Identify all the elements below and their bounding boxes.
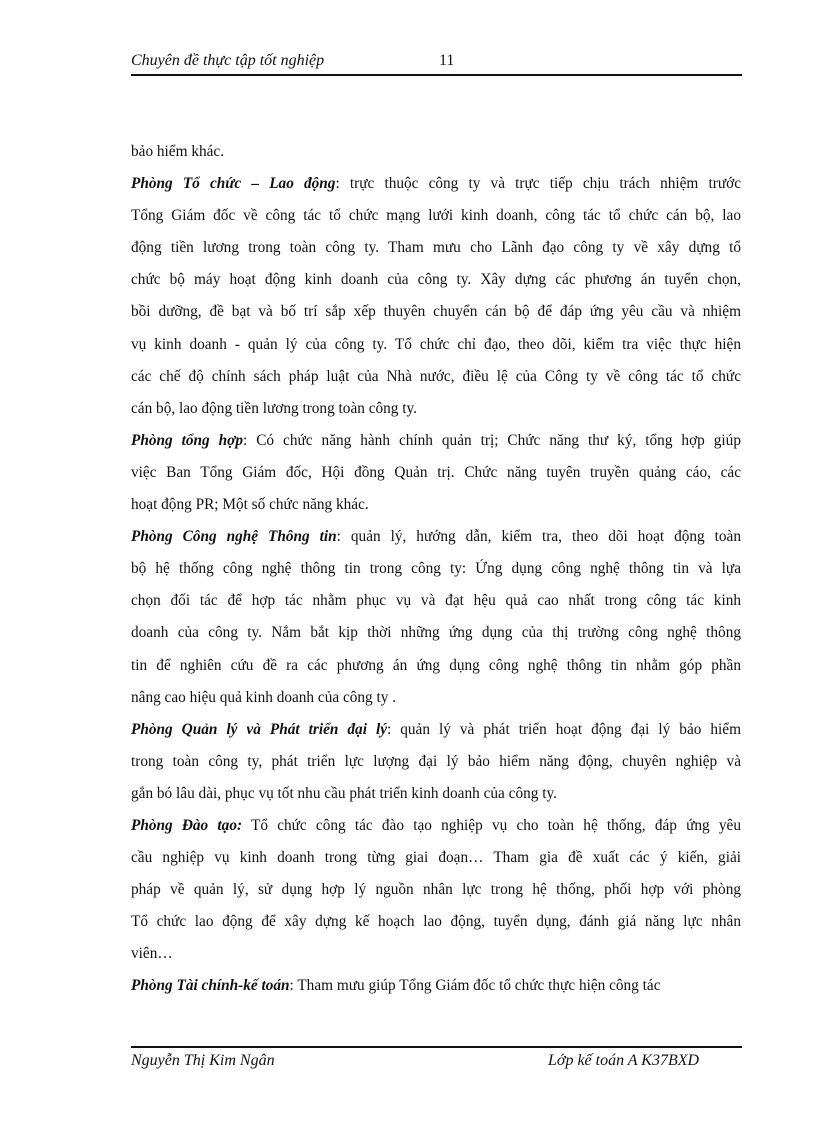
line-text: pháp về quản lý, sử dụng hợp lý nguồn nhân lực trong hệ thống, phối hợp với phòng	[131, 881, 741, 899]
paragraph-line	[131, 269, 741, 301]
line-text: bồi dưỡng, đề bạt và bố trí sắp xếp thuyên chuyển cán bộ để đáp ứng yêu cầu và nhiệm	[131, 303, 741, 321]
paragraph-line	[131, 655, 741, 687]
paragraph-line	[131, 366, 741, 398]
line-text: Tổ chức lao động để xây dựng kế hoạch lao động, tuyển dụng, đánh giá năng lực nhân	[131, 913, 741, 931]
paragraph-line	[131, 301, 741, 333]
line-text: hoạt động PR; Một số chức năng khác.	[131, 496, 369, 514]
paragraph-line	[131, 237, 741, 269]
line-text: : quản lý, hướng dẫn, kiểm tra, theo dõi hoạt động toàn	[336, 528, 741, 546]
footer-rule	[131, 1046, 742, 1048]
line-text: bảo hiểm khác.	[131, 143, 225, 160]
line-text: cầu nghiệp vụ kinh doanh trong từng giai đoạn… Tham gia đề xuất các ý kiến, giải	[131, 849, 741, 867]
paragraph-line	[131, 943, 741, 975]
paragraph-line	[131, 719, 741, 751]
line-text: doanh của công ty. Nắm bắt kịp thời những ứng dụng của thị trường công nghệ thông	[131, 624, 741, 642]
section-heading: Phòng Quản lý và Phát triển đại lý	[131, 720, 387, 738]
paragraph-line	[131, 205, 741, 237]
footer-class: Lớp kế toán A K37BXD	[548, 1052, 700, 1069]
section-heading: Phòng Công nghệ Thông tin	[131, 528, 337, 546]
line-text: các chế độ chính sách pháp luật của Nhà nước, điều lệ của Công ty về công tác tổ chức	[131, 367, 741, 385]
line-text: tin để nghiên cứu đề ra các phương án ứng dụng công nghệ thông tin nhằm góp phần	[131, 656, 741, 674]
line-text: động tiền lương trong toàn công ty. Tham mưu cho Lãnh đạo công ty về xây dựng tổ	[131, 239, 741, 257]
line-text: trong toàn công ty, phát triển lực lượng đại lý bảo hiểm năng động, chuyên nghiệp và	[131, 752, 741, 770]
paragraph-line	[131, 334, 741, 366]
line-text: Tổng Giám đốc về công tác tổ chức mạng lưới kinh doanh, công tác tổ chức cán bộ, lao	[131, 207, 741, 225]
paragraph-line	[131, 494, 741, 526]
footer-author: Nguyễn Thị Kim Ngân	[131, 1052, 275, 1069]
line-text: : Tham mưu giúp Tổng Giám đốc tổ chức thực hiện công tác	[289, 977, 661, 995]
paragraph-line	[131, 751, 741, 783]
page-header	[131, 50, 742, 74]
paragraph-line	[131, 911, 741, 943]
paragraph-line	[131, 847, 741, 879]
line-text: gắn bó lâu dài, phục vụ tốt nhu cầu phát triển kinh doanh của công ty.	[131, 784, 557, 802]
section-heading: Phòng Tài chính-kế toán	[131, 977, 290, 995]
line-text: nâng cao hiệu quả kinh doanh của công ty .	[131, 688, 397, 706]
paragraph-line	[131, 558, 741, 590]
paragraph-line	[131, 141, 741, 173]
paragraph-line	[131, 815, 741, 847]
paragraph-line	[131, 462, 741, 494]
line-text: chức bộ máy hoạt động kinh doanh của công ty. Xây dựng các phương án tuyển chọn,	[131, 271, 741, 289]
paragraph-line	[131, 398, 741, 430]
header-title: Chuyên đề thực tập tốt nghiệp	[131, 52, 325, 69]
line-text: viên…	[131, 945, 173, 963]
line-text: Tổ chức công tác đào tạo nghiệp vụ cho toàn hệ thống, đáp ứng yêu	[242, 816, 741, 834]
line-text: : trực thuộc công ty và trực tiếp chịu trách nhiệm trước	[335, 175, 741, 193]
paragraph-line	[131, 975, 741, 1007]
paragraph-line	[131, 783, 741, 815]
line-text: chọn đối tác để hợp tác nhằm phục vụ và đạt hệu quả cao nhất trong công tác kinh	[131, 592, 741, 610]
header-rule	[131, 74, 742, 76]
paragraph-line	[131, 590, 741, 622]
line-text: : quản lý và phát triển hoạt động đại lý bảo hiểm	[387, 720, 741, 738]
paragraph-line	[131, 430, 741, 462]
line-text: vụ kinh doanh - quản lý của công ty. Tổ chức chỉ đạo, theo dõi, kiểm tra việc thực hiện	[131, 335, 741, 353]
paragraph-line	[131, 687, 741, 719]
paragraph-line	[131, 526, 741, 558]
page-footer	[131, 1052, 742, 1076]
document-body	[131, 141, 741, 1008]
section-heading: Phòng Đào tạo:	[131, 816, 243, 834]
paragraph-line	[131, 879, 741, 911]
section-heading: Phòng Tổ chức – Lao động	[131, 175, 336, 193]
section-heading: Phòng tổng hợp	[131, 431, 244, 449]
line-text: : Có chức năng hành chính quản trị; Chức năng thư ký, tổng hợp giúp	[243, 431, 741, 449]
paragraph-line	[131, 622, 741, 654]
line-text: cán bộ, lao động tiền lương trong toàn công ty.	[131, 399, 418, 417]
paragraph-line	[131, 173, 741, 205]
line-text: việc Ban Tổng Giám đốc, Hội đồng Quản trị. Chức năng tuyên truyền quảng cáo, các	[131, 463, 741, 481]
line-text: bộ hệ thống công nghệ thông tin trong công ty: Ứng dụng công nghệ thông tin và lựa	[131, 560, 741, 578]
page-number: 11	[439, 52, 455, 69]
